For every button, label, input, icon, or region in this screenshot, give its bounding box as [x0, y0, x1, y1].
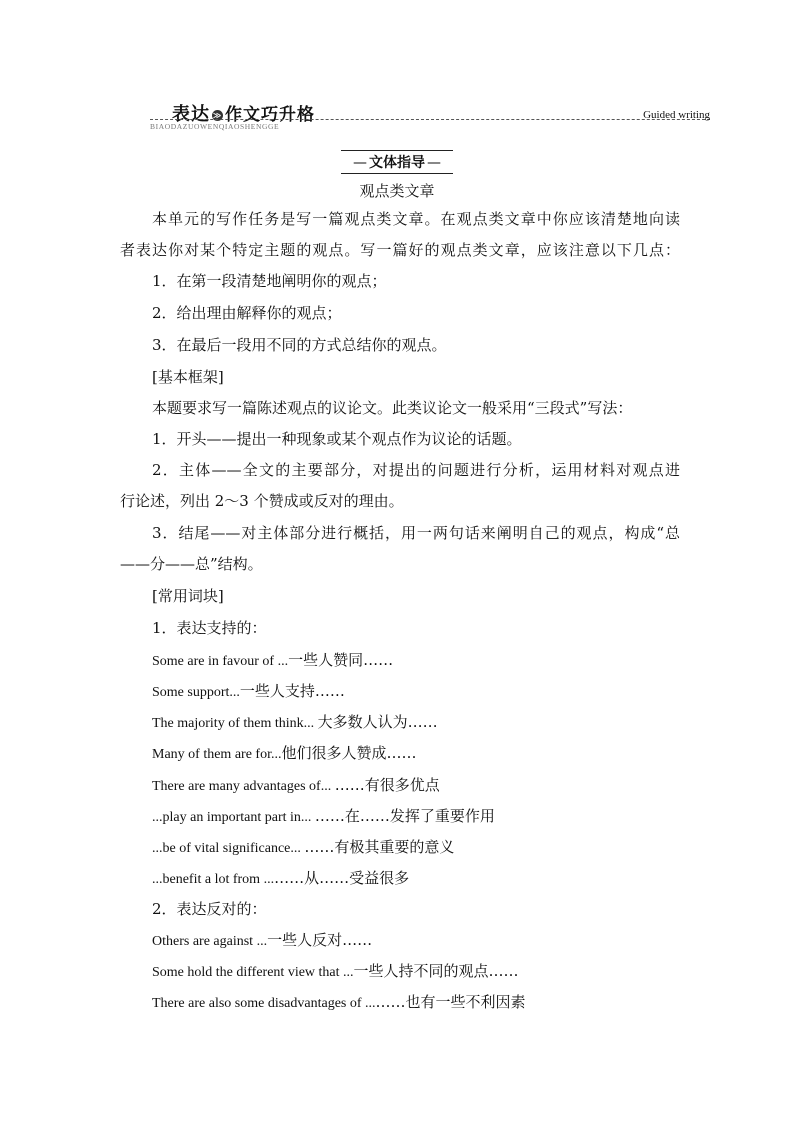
phrase-en: ...benefit a lot from ... [152, 872, 275, 887]
phrase-en: There are many advantages of... [152, 779, 335, 794]
doc-title: 观点类文章 [359, 182, 435, 200]
phrase-item [152, 805, 495, 826]
framework-item-2-line-1: 2．主体——全文的主要部分，对提出的问题进行分析，运用材料对观点进 [152, 461, 680, 479]
intro-line-1: 本单元的写作任务是写一篇观点类文章。在观点类文章中你应该清楚地向读 [152, 210, 680, 228]
point-2: 2．给出理由解释你的观点； [152, 304, 342, 322]
framework-item-1: 1．开头——提出一种现象或某个观点作为议论的话题。 [152, 430, 522, 448]
header-pinyin: BIAODAZUOWENQIAOSHENGGE [150, 122, 280, 131]
phrase-cn: 一些人支持…… [239, 682, 345, 700]
framework-item-3-line-2: ——分——总”结构。 [120, 555, 263, 573]
support-heading: 1．表达支持的： [152, 619, 267, 637]
phrase-item [152, 867, 409, 888]
header-title-part1: 表达 [172, 104, 210, 125]
framework-heading: [基本框架] [152, 368, 224, 386]
point-1: 1．在第一段清楚地阐明你的观点； [152, 272, 387, 290]
phrase-item [152, 991, 526, 1012]
oppose-heading: 2．表达反对的： [152, 900, 267, 918]
phrase-en: Some hold the different view that ... [152, 965, 354, 980]
section-label-text: — 文体指导 — [341, 150, 453, 174]
phrase-item [152, 960, 519, 981]
phrase-item [152, 649, 393, 670]
phrases-heading: [常用词块] [152, 587, 224, 605]
page-header [150, 98, 710, 134]
phrase-cn: ……有极其重要的意义 [304, 838, 455, 856]
phrase-cn: 他们很多人赞成…… [281, 744, 417, 762]
phrase-en: Some are in favour of ... [152, 654, 289, 669]
phrase-en: There are also some disadvantages of ... [152, 996, 376, 1011]
phrase-cn: 大多数人认为…… [317, 713, 438, 731]
framework-item-2-line-2: 行论述，列出 2～3 个赞成或反对的理由。 [120, 492, 404, 510]
header-divider [150, 119, 710, 120]
phrase-en: Many of them are for... [152, 747, 282, 762]
phrase-item [152, 774, 440, 795]
header-english: Guided writing [643, 109, 710, 121]
phrase-en: ...be of vital significance... [152, 841, 305, 856]
section-label [0, 150, 794, 174]
header-marker-icon: ≫ [212, 110, 223, 120]
phrase-cn: 一些人赞同…… [288, 651, 394, 669]
phrase-item [152, 680, 345, 701]
phrase-item [152, 742, 416, 763]
point-3: 3．在最后一段用不同的方式总结你的观点。 [152, 336, 447, 354]
header-title-part2: 作文巧升格 [225, 105, 315, 125]
phrase-cn: 一些人持不同的观点…… [353, 962, 519, 980]
phrase-en: Some support... [152, 685, 240, 700]
framework-item-3-line-1: 3．结尾——对主体部分进行概括，用一两句话来阐明自己的观点，构成“总 [152, 524, 680, 542]
phrase-cn: 一些人反对…… [267, 931, 373, 949]
phrase-item [152, 836, 454, 857]
phrase-en: The majority of them think... [152, 716, 318, 731]
phrase-cn: ……也有一些不利因素 [375, 993, 526, 1011]
phrase-en: Others are against ... [152, 934, 268, 949]
phrase-cn: ……从……受益很多 [274, 869, 410, 887]
phrase-item [152, 929, 372, 950]
phrase-item [152, 711, 438, 732]
phrase-cn: ……有很多优点 [334, 776, 440, 794]
intro-line-2: 者表达你对某个特定主题的观点。写一篇好的观点类文章，应该注意以下几点： [120, 241, 680, 259]
framework-intro: 本题要求写一篇陈述观点的议论文。此类议论文一般采用“三段式”写法： [152, 399, 633, 417]
phrase-cn: ……在……发挥了重要作用 [314, 807, 495, 825]
phrase-en: ...play an important part in... [152, 810, 315, 825]
